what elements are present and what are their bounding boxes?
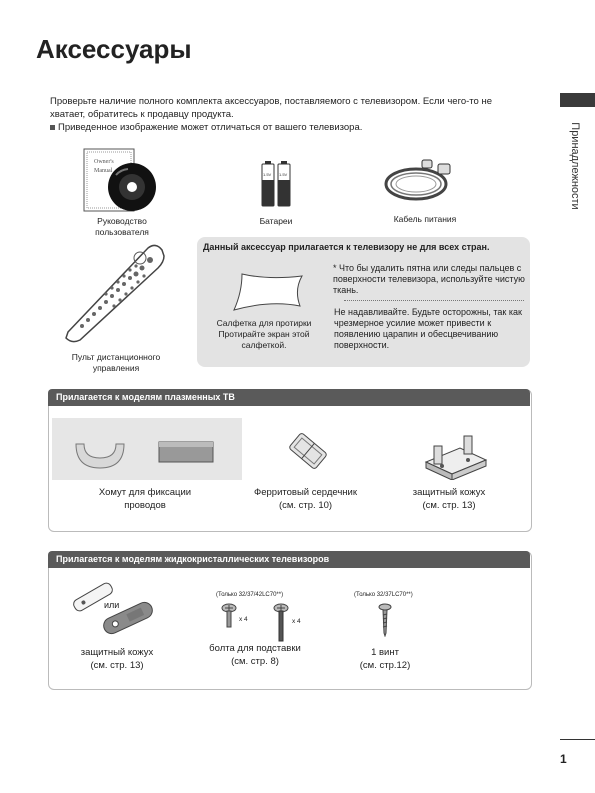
battery-label-2: 1.5V bbox=[279, 172, 288, 177]
power-cable-caption: Кабель питания bbox=[393, 214, 457, 224]
ferrite-ref: (см. стр. 10) bbox=[278, 500, 333, 511]
note-text bbox=[50, 122, 362, 133]
bullet-square-icon bbox=[50, 125, 55, 130]
remote-control-icon bbox=[60, 240, 170, 345]
divider bbox=[344, 300, 524, 301]
stand-bolt-long-icon bbox=[272, 603, 290, 643]
battery-label-1: 1.5V bbox=[263, 172, 272, 177]
cable-holder-icon bbox=[157, 440, 215, 464]
screw-caption: 1 винт bbox=[371, 647, 399, 658]
owners-manual-icon bbox=[82, 147, 162, 215]
cable-clamp-icon bbox=[70, 436, 130, 472]
cleaning-bullet-2: Не надавливайте. Будьте осторожны, так как чрезмерное усилие может привести к появлению царапин и обесцвечиванию поверхности. bbox=[334, 307, 522, 350]
bolts-qty-1: x 4 bbox=[239, 616, 248, 623]
page-title: Аксессуары bbox=[36, 34, 192, 64]
plasma-cover-ref: (см. стр. 13) bbox=[422, 500, 476, 511]
bolts-caption: болта для подставки bbox=[209, 643, 301, 654]
batteries-caption: Батареи bbox=[259, 216, 293, 226]
stand-bolt-short-icon bbox=[220, 603, 238, 629]
bolts-ref: (см. стр. 8) bbox=[231, 656, 279, 667]
cleaning-bullet-1: * Что бы удалить пятна или следы пальцев с поверхности телевизора, используйте чистую ткань. bbox=[333, 263, 525, 295]
manual-caption: Руководство пользователя bbox=[95, 216, 149, 237]
page-number: 1 bbox=[560, 752, 567, 766]
lcd-section-heading: Прилагается к моделям жидкокристаллических телевизоров bbox=[48, 551, 530, 568]
cloth-caption: Салфетка для протирки Протирайте экран этой салфеткой. bbox=[216, 318, 312, 350]
ferrite-core-icon bbox=[288, 430, 328, 472]
ferrite-caption: Ферритовый сердечник bbox=[254, 487, 357, 498]
cleaning-cloth-icon bbox=[228, 270, 308, 314]
power-cable-icon bbox=[382, 158, 458, 204]
side-section-label: Принадлежности bbox=[569, 122, 581, 210]
lcd-cover-option-2-icon bbox=[98, 598, 158, 638]
remote-caption: Пульт дистанционного управления bbox=[71, 352, 161, 373]
bolts-qty-2: x 4 bbox=[292, 618, 301, 625]
manual-cover-text-2: Manual bbox=[94, 168, 113, 174]
lcd-cover-caption: защитный кожух bbox=[80, 647, 154, 658]
lcd-cover-ref: (см. стр. 13) bbox=[90, 660, 144, 671]
note-label: Приведенное изображение может отличаться от вашего телевизора. bbox=[58, 122, 363, 133]
page-number-rule bbox=[560, 739, 595, 740]
protective-cover-icon bbox=[422, 432, 490, 480]
region-note-heading: Данный аксессуар прилагается к телевизору не для всех стран. bbox=[203, 242, 490, 252]
clamp-caption: Хомут для фиксации проводов bbox=[98, 487, 192, 511]
intro-text: Проверьте наличие полного комплекта аксессуаров, поставляемого с телевизором. Если чего-то не хватает, обратитесь к продавцу продукта. bbox=[50, 96, 492, 120]
manual-cover-text-1: Owner's bbox=[94, 159, 114, 165]
bolts-models-note: (Только 32/37/42LC70**) bbox=[216, 592, 284, 598]
plasma-section-heading: Прилагается к моделям плазменных ТВ bbox=[48, 389, 530, 406]
or-label: или bbox=[104, 600, 120, 610]
screw-icon bbox=[378, 603, 392, 637]
screw-ref: (см. стр.12) bbox=[359, 660, 411, 671]
plasma-cover-caption: защитный кожух bbox=[412, 487, 486, 498]
batteries-icon bbox=[258, 160, 294, 208]
section-marker-bar bbox=[560, 93, 595, 107]
screw-models-note: (Только 32/37LC70**) bbox=[354, 592, 413, 598]
